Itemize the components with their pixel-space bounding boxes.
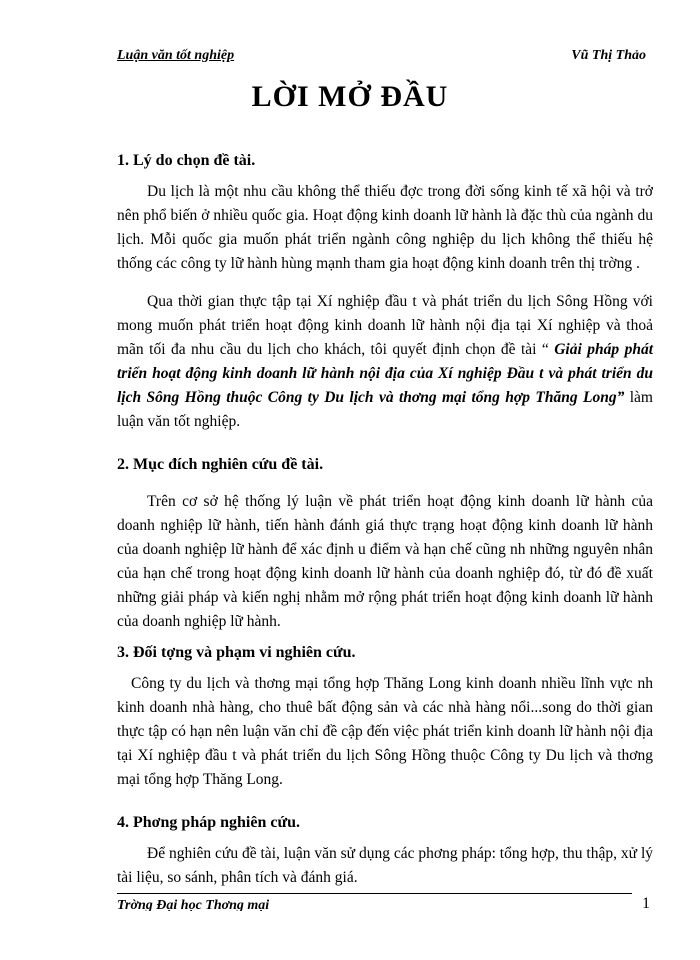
- section-3-heading: 3. Đối tợng và phạm vi nghiên cứu.: [117, 644, 356, 661]
- section-2-paragraph-1: Trên cơ sở hệ thống lý luận về phát triển hoạt động kinh doanh lữ hành của doanh nghiệp lữ hành, tiến hành đánh giá thực trạng hoạt động kinh doanh lữ hành của doanh nghiệp lữ hành để xác định u điểm và hạn chế cũng nh những nguyên nhân của hạn chế trong hoạt động kinh doanh lữ hành của doanh nghiệp đó, từ đó đề xuất những giải pháp và kiến nghị nhằm mở rộng phát triển hoạt động kinh doanh lữ hành của doanh nghiệp lữ hành.: [117, 493, 653, 630]
- page-number: 1: [642, 895, 650, 912]
- document-body: [117, 150, 653, 890]
- paragraph-2-end: làm luận văn tốt nghiệp.: [117, 389, 653, 430]
- footer-divider: [117, 893, 632, 894]
- header-author-name: Vũ Thị Thảo: [571, 48, 646, 63]
- paragraph-2-start: Qua thời gian thực tập tại Xí nghiệp đầu t và phát triển du lịch Sông Hồng với mong muốn phát triển hoạt động kinh doanh lữ hành nội địa tại Xí nghiệp và thoả mãn tối đa nhu cầu du lịch cho khách, tôi quyết định chọn đề tài “: [117, 293, 653, 358]
- page-title: LỜI MỞ ĐẦU: [251, 80, 449, 113]
- section-2-heading: 2. Mục đích nghiên cứu đề tài.: [117, 456, 324, 473]
- section-4-paragraph-1: Để nghiên cứu đề tài, luận văn sử dụng các phơng pháp: tổng hợp, thu thập, xử lý tài liệu, so sánh, phân tích và đánh giá.: [117, 845, 653, 886]
- thesis-topic-title: Giải pháp phát triển hoạt động kinh doanh lữ hành nội địa của Xí nghiệp Đầu t và phát triển du lịch Sông Hồng thuộc Công ty Du lịch và thơng mại tổng hợp Thăng Long”: [117, 341, 653, 406]
- section-4-heading: 4. Phơng pháp nghiên cứu.: [117, 814, 300, 831]
- section-1-paragraph-1: Du lịch là một nhu cầu không thể thiếu đợc trong đời sống kinh tế xã hội và trở nên phổ biến ở nhiều quốc gia. Hoạt động kinh doanh lữ hành là đặc thù của ngành du lịch. Mỗi quốc gia muốn phát triển ngành công nghiệp du lịch không thể thiếu hệ thống các công ty lữ hành hùng mạnh tham gia hoạt động kinh doanh trên thị trờng .: [117, 183, 653, 272]
- section-1-paragraph-2: [117, 290, 653, 434]
- header-thesis-label: Luận văn tốt nghiệp: [117, 48, 235, 63]
- section-1-heading: 1. Lý do chọn đề tài.: [117, 152, 256, 169]
- section-3-paragraph-1: Công ty du lịch và thơng mại tổng hợp Thăng Long kinh doanh nhiều lĩnh vực nh kinh doanh nhà hàng, cho thuê bất động sản và các nhà hàng nổi...song do thời gian thực tập có hạn nên luận văn chỉ đề cập đến việc phát triển kinh doanh lữ hành nội địa tại Xí nghiệp đầu t và phát triển du lịch Sông Hồng thuộc Công ty Du lịch và thơng mại tổng hợp Thăng Long.: [117, 675, 653, 788]
- footer-university-name: Trờng Đại học Thơng mại: [117, 898, 270, 911]
